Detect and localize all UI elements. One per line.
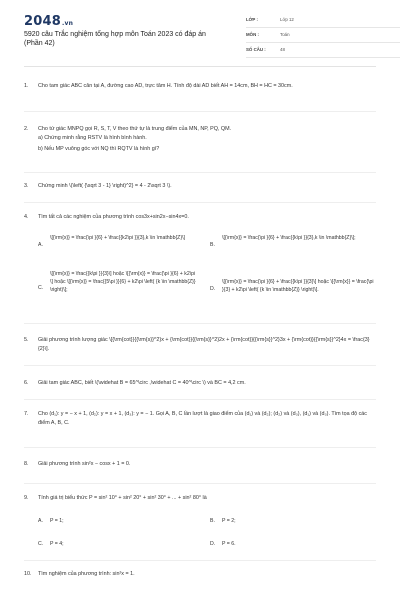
- option-label: A.: [38, 242, 43, 248]
- question-number: 5.: [24, 337, 29, 343]
- question-2: [24, 125, 376, 154]
- question-6: [24, 379, 376, 388]
- logo-suffix: .vn: [61, 20, 74, 27]
- meta-label: LỚP :: [246, 17, 258, 22]
- divider: [24, 447, 376, 448]
- divider: [24, 323, 376, 324]
- meta-row-class: [246, 13, 400, 28]
- site-logo[interactable]: [24, 14, 73, 29]
- meta-label: SỐ CÂU :: [246, 47, 266, 52]
- divider: [24, 483, 376, 484]
- option-text: P = 4;: [50, 541, 64, 547]
- divider: [24, 111, 376, 112]
- option-a[interactable]: [38, 517, 188, 525]
- option-b[interactable]: [210, 234, 376, 248]
- divider: [24, 560, 376, 561]
- option-d[interactable]: [210, 278, 376, 294]
- option-a[interactable]: [38, 234, 196, 248]
- meta-value: Lớp 12: [280, 17, 294, 22]
- option-text: P = 6.: [222, 541, 236, 547]
- question-number: 3.: [24, 183, 29, 189]
- question-9: [24, 494, 376, 503]
- option-text: \[{\rm{x}} = \frac{\pi }{6} + \frac{{k\pi }}{3},k \in \mathbb{Z}\];: [222, 235, 356, 241]
- option-label: C.: [38, 541, 44, 547]
- option-c[interactable]: [38, 270, 196, 294]
- question-7: [24, 410, 376, 427]
- option-b[interactable]: [210, 517, 360, 525]
- option-label: B.: [210, 242, 215, 248]
- question-number: 6.: [24, 380, 29, 386]
- divider: [24, 172, 376, 173]
- question-number: 8.: [24, 461, 29, 467]
- option-label: B.: [210, 518, 215, 524]
- page-header: [24, 0, 376, 67]
- question-10: [24, 570, 376, 579]
- question-number: 2.: [24, 126, 29, 132]
- option-text: \[{\rm{x}} = \frac{\pi }{6} + \frac{{k2\pi }}{3},k \in \mathbb{Z}\]: [50, 235, 185, 241]
- question-text: Giải phương trình lượng giác \[{\rm{cot}}{{\rm{s}}^2}x + {\rm{cot}}{{\rm{s}}^2}2x + {\rm{cot}}{{\rm{s}}^2}3x + {\rm{cot}}{{\rm{s}}^2}4x = \frac{3}{2}\].: [38, 337, 370, 352]
- question-subpart: a) Chứng minh rằng RSTV là hình bình hành.: [38, 134, 147, 141]
- divider: [24, 365, 376, 366]
- question-text: Cho (d₁): y = − x + 1, (d₂): y = x + 1, (d₃): y = − 1. Gọi A, B, C lần lượt là giao điểm của (d₁) và (d₂); (d₂) và (d₃), (d₁) và (d₃). Tìm tọa độ các điểm A, B, C.: [38, 411, 368, 426]
- question-subpart: b) Nếu MP vuông góc với NQ thì RQTV là hình gì?: [38, 146, 160, 152]
- question-1: [24, 82, 376, 91]
- meta-label: MÔN :: [246, 32, 259, 37]
- option-label: A.: [38, 518, 43, 524]
- document-title: 5920 câu Trắc nghiệm tổng hợp môn Toán 2023 có đáp án (Phần 42): [24, 31, 206, 47]
- meta-value: Toán: [280, 32, 290, 37]
- meta-table: [246, 13, 400, 58]
- question-5: [24, 336, 376, 353]
- question-number: 10.: [24, 571, 32, 577]
- question-number: 1.: [24, 83, 29, 89]
- option-text: P = 2;: [222, 518, 236, 524]
- question-text: Tính giá trị biểu thức P = sin² 10° + sin² 20° + sin² 30° + ... + sin² 80° là: [38, 495, 207, 501]
- question-text: Tìm nghiệm của phương trình: sin²x = 1.: [38, 571, 135, 577]
- divider: [24, 399, 376, 400]
- option-label: C.: [38, 285, 44, 291]
- question-text: Tìm tất cả các nghiệm của phương trình cos3x+sin2x−sin4x=0.: [38, 214, 189, 220]
- divider: [24, 202, 376, 203]
- question-text: Cho tứ giác MNPQ gọi R, S, T, V theo thứ tự là trung điểm của MN, NP, PQ, QM.: [38, 126, 232, 132]
- question-number: 4.: [24, 214, 29, 220]
- option-d[interactable]: [210, 540, 360, 548]
- option-text: \[{\rm{x}} = \frac{{k\pi }}{3}\] hoặc \[{\rm{x}} = \frac{\pi }{6} + k2\pi \] hoặc \[{\rm{x}} = \frac{{5\pi }}{6} + k2\pi \left( {k \in \mathbb{Z}} \right)\];: [50, 271, 196, 293]
- question-text: Cho tam giác ABC cân tại A, đường cao AD, trực tâm H. Tính độ dài AD biết AH = 14cm, BH = HC = 30cm.: [38, 83, 293, 89]
- question-3: [24, 182, 376, 191]
- question-4: [24, 213, 376, 222]
- option-label: D.: [210, 286, 216, 292]
- logo-main: 2048: [24, 14, 61, 29]
- option-label: D.: [210, 541, 216, 547]
- meta-row-subject: [246, 28, 400, 43]
- option-text: \[{\rm{x}} = \frac{\pi }{6} + \frac{{k\pi }}{3}\] hoặc \[{\rm{x}} = \frac{\pi }{3} + k2\pi \left( {k \in \mathbb{Z}} \right)\].: [222, 279, 374, 293]
- meta-row-count: [246, 43, 400, 58]
- question-number: 9.: [24, 495, 29, 501]
- question-text: Chứng minh \(\left( {\sqrt 3 - 1} \right)^2} = 4 - 2\sqrt 3 \).: [38, 183, 172, 189]
- option-text: P = 1;: [50, 518, 64, 524]
- question-8: [24, 460, 376, 469]
- meta-value: 48: [280, 47, 285, 52]
- option-c[interactable]: [38, 540, 188, 548]
- question-text: Giải phương trình sin²x − cosx + 1 = 0.: [38, 461, 131, 467]
- question-text: Giải tam giác ABC, biết \(\widehat B = 65^\circ ,\widehat C = 40^\circ \) và BC = 4,2 cm.: [38, 380, 246, 386]
- question-number: 7.: [24, 411, 29, 417]
